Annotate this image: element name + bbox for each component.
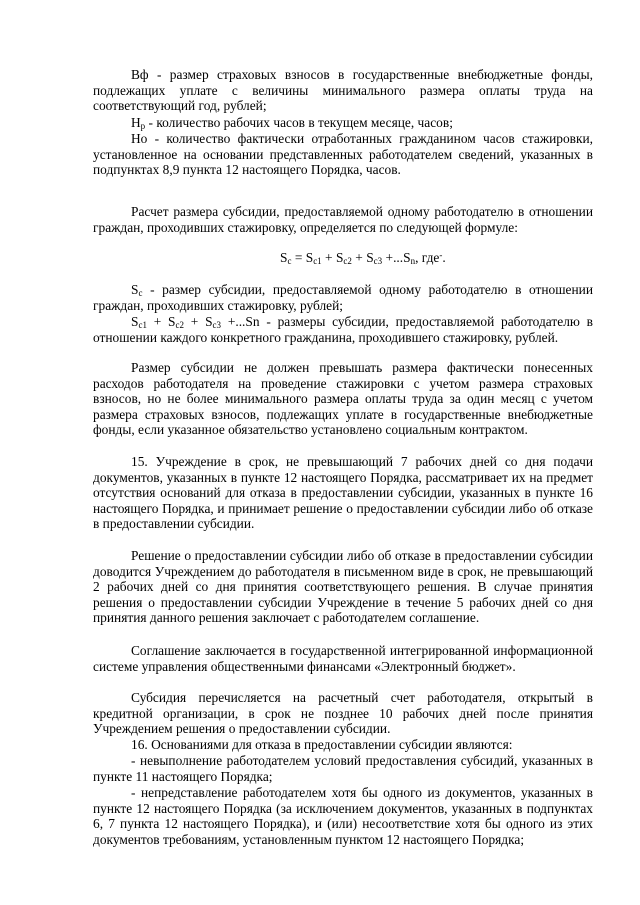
list-item-documents: - непредставление работодателем хотя бы одного из документов, указанных в пункте 12 настоящего Порядка (за исключением документов, указанных в подпунктах 6, 7 пункта 12 настоящего Порядка), и (или) несоответствие хотя бы одного из этих документов требованиям, установленным пунктом 12 настоящего Порядка; (93, 785, 593, 847)
paragraph-item-16: 16. Основаниями для отказа в предоставлении субсидии являются: (131, 737, 513, 752)
paragraph-sc-definition (93, 282, 593, 313)
sc-definition-text: - размер субсидии, предоставляемой одному работодателю в отношении граждан, проходивших стажировку, рублей; (93, 282, 593, 313)
paragraph-calculation-intro: Расчет размера субсидии, предоставляемой одному работодателю в отношении граждан, проходивших стажировку, определяется по следующей формуле: (93, 204, 593, 235)
paragraph-transfer: Субсидия перечисляется на расчетный счет работодателя, открытый в кредитной организации, в срок не позднее 10 рабочих дней после принятия Учреждением решения о предоставлении субсидии. (93, 690, 593, 737)
subsidy-formula: $S_с = S_{c1} + S_{c2} + S_{c3} +...S_n$, где-. (280, 250, 446, 266)
paragraph-hp-definition (93, 115, 593, 131)
paragraph-ho-definition: Но - количество фактически отработанных гражданином часов стажировки, установленное на основании представленных работодателем сведений, указанных в подпунктах 8,9 пункта 12 настоящего Порядка, часов. (93, 131, 593, 178)
paragraph-agreement: Соглашение заключается в государственной интегрированной информационной системе управления общественными финансами «Электронный бюджет». (93, 643, 593, 674)
sc-items-definition-text: - размеры субсидии, предоставляемой работодателю в отношении каждого конкретного гражданина, проходившего стажировку, рублей. (93, 314, 593, 345)
paragraph-subsidy-limit: Размер субсидии не должен превышать размера фактически понесенных расходов работодателя на проведение стажировки с учетом размера страховых взносов, но не более минимального размера оплаты труда за один месяц с учетом размера страховых взносов, подлежащих уплате в государственные внебюджетные фонды, если указанное обязательство установлено социальным контрактом. (93, 360, 593, 438)
paragraph-decision-notice: Решение о предоставлении субсидии либо об отказе в предоставлении субсидии доводится Учреждением до работодателя в письменном виде в срок, не превышающий 2 рабочих дней со дня принятия соответствующего решения. В случае принятия решения о предоставлении субсидии Учреждение в течение 5 рабочих дней со дня принятия данного решения заключает с работодателем соглашение. (93, 548, 593, 626)
symbol-sc: $S_с$ (131, 282, 143, 298)
symbol-hp: $Н_р$ (131, 115, 146, 131)
paragraph-vf-definition: Вф - размер страховых взносов в государственные внебюджетные фонды, подлежащих уплате с величины минимального размера оплаты труда на соответствующий год, рублей; (93, 67, 593, 114)
paragraph-sc-items-definition (93, 314, 593, 345)
symbol-sc-items: $S_{c1} + S_{c2} + S_{c3} +...Sn$ (131, 314, 260, 330)
paragraph-item-15: 15. Учреждение в срок, не превышающий 7 рабочих дней со дня подачи документов, указанных в пункте 12 настоящего Порядка, рассматривает их на предмет отсутствия оснований для отказа в предоставлении субсидии, указанных в пункте 16 настоящего Порядка, и принимает решение о предоставлении субсидии либо об отказе в предоставлении субсидии. (93, 454, 593, 532)
list-item-conditions: - невыполнение работодателем условий предоставления субсидий, указанных в пункте 11 настоящего Порядка; (93, 753, 593, 784)
hp-definition-text: - количество рабочих часов в текущем месяце, часов; (148, 115, 453, 130)
